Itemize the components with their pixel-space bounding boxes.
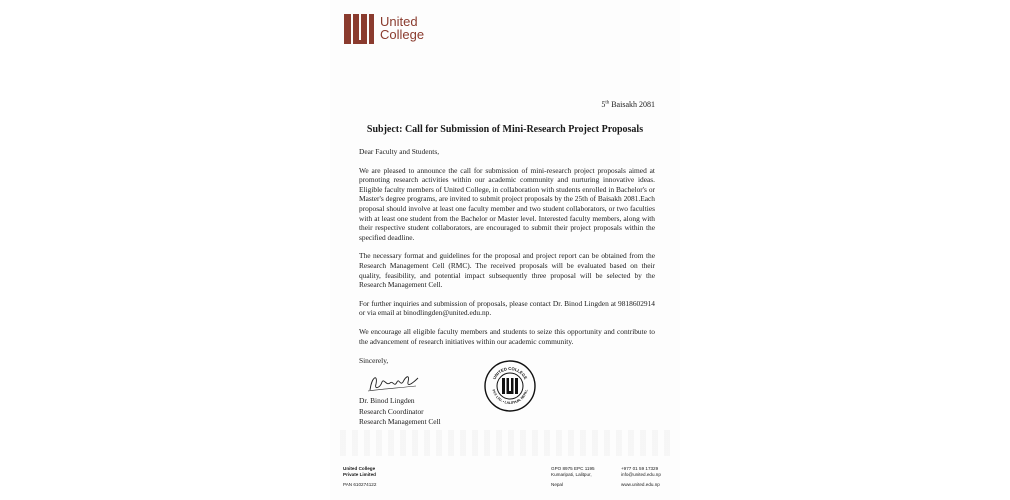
signatory-name: Dr. Binod Lingden bbox=[359, 396, 415, 405]
footer-phone: +977 01 59 17329 bbox=[621, 466, 659, 471]
body-paragraph-4: We encourage all eligible faculty members and students to seize this opportunity and contribute to the advancement of research initiatives within our academic community. bbox=[359, 326, 655, 346]
letterhead-org-name bbox=[380, 15, 424, 41]
footer-contact bbox=[621, 466, 661, 488]
date-suffix: th bbox=[605, 100, 610, 106]
footer-email: info@united.edu.np bbox=[621, 472, 661, 477]
footer-company-name: United College bbox=[343, 466, 376, 471]
letter-body bbox=[359, 147, 655, 355]
letter-subject: Subject: Call for Submission of Mini-Research Project Proposals bbox=[366, 124, 644, 135]
college-seal-stamp bbox=[484, 360, 536, 412]
body-paragraph-1: We are pleased to announce the call for submission of mini-research project proposals aimed at promoting research activities within our academic community and nurturing innovative ideas. Eligible faculty members of United College, in collaboration with students enrolled in Bachelor's or Master's degree programs, are invited to submit project proposals by the 25th of Baisakh 2081.Each proposal should involve at least one faculty member and two student collaborators, or two faculties with at least one student from the Bachelor or Master level. Interested faculty members, along with their respective student collaborators, are encouraged to submit their project proposals within the specified deadline. bbox=[359, 165, 655, 242]
handwritten-signature bbox=[366, 370, 422, 394]
closing: Sincerely, bbox=[359, 356, 389, 365]
footer-website: www.united.edu.np bbox=[621, 482, 660, 487]
body-paragraph-3: For further inquiries and submission of proposals, please contact Dr. Binod Lingden at 9818602914 or via email at binodlingden@united.edu.np. bbox=[359, 298, 655, 318]
org-name-line1: United bbox=[380, 14, 418, 29]
body-paragraph-2: The necessary format and guidelines for the proposal and project report can be obtained from the Research Management Cell (RMC). The received proposals will be evaluated based on their quality, feasibility, and potential impact subsequently three proposal will be selected by the Research Management Cell. bbox=[359, 251, 655, 290]
signatory-department: Research Management Cell bbox=[359, 417, 441, 426]
footer-company-info bbox=[343, 466, 376, 488]
signatory-block bbox=[359, 396, 441, 428]
footer-gpo: GPO 8975 EPC 1195 bbox=[551, 466, 595, 471]
date-rest: Baisakh 2081 bbox=[609, 100, 655, 109]
letterhead-logo bbox=[343, 12, 424, 44]
footer-locality: Kumaripati, Lalitpur, bbox=[551, 472, 592, 477]
footer-pan: PAN 610274122 bbox=[343, 482, 377, 487]
date-day: 5 bbox=[601, 100, 606, 109]
svg-text:PVT. LTD. • LALITPUR, NEPAL: PVT. LTD. • LALITPUR, NEPAL bbox=[491, 388, 529, 406]
footer-address bbox=[551, 466, 595, 488]
salutation: Dear Faculty and Students, bbox=[359, 147, 440, 156]
signatory-title: Research Coordinator bbox=[359, 406, 424, 416]
college-logo-icon bbox=[343, 12, 375, 44]
footer-country: Nepal bbox=[551, 482, 564, 487]
faded-watermark-area bbox=[340, 430, 670, 456]
org-name-line2: College bbox=[380, 27, 425, 42]
letter-date bbox=[601, 100, 655, 109]
footer-company-type: Private Limited bbox=[343, 472, 376, 477]
svg-text:UNITED COLLEGE: UNITED COLLEGE bbox=[491, 365, 529, 381]
